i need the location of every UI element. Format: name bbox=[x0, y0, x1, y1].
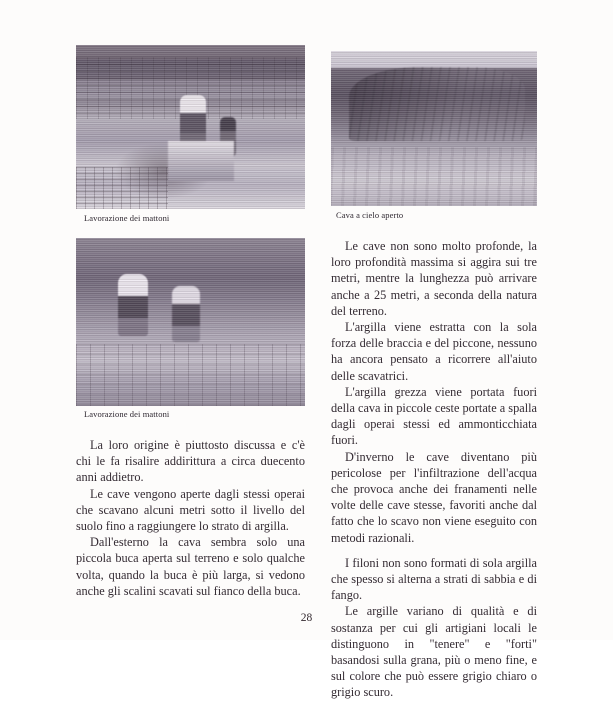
figure-caption: Lavorazione dei mattoni bbox=[84, 409, 170, 419]
page-number: 28 bbox=[300, 612, 313, 624]
body-text-left-column bbox=[76, 437, 305, 599]
figure-caption: Lavorazione dei mattoni bbox=[84, 213, 170, 223]
paragraph: Le cave non sono molto profonde, la loro profondità massima si aggira sui tre metri, mentre la lunghezza può arrivare anche a 25 metri, a seconda della natura del terreno. bbox=[331, 239, 537, 318]
paragraph: La loro origine è piuttosto discussa e c'è chi le fa risalire addirittura a circa duecento anni addietro. bbox=[76, 438, 305, 485]
paragraph: L'argilla viene estratta con la sola forza delle braccia e del piccone, nessuno ha ancora pensato a ricorrere all'aiuto delle scavatrici. bbox=[331, 320, 537, 383]
photo-brick-making bbox=[76, 238, 305, 406]
photo-grain bbox=[76, 45, 305, 209]
paragraph-spacer bbox=[331, 546, 537, 555]
body-text-right-column bbox=[331, 238, 537, 701]
paragraph: Le argille variano di qualità e di sostanza per cui gli artigiani locali le distinguono in "tenere" e "forti" basandosi sulla grana, più o meno fine, e sul colore che può essere grigio chiaro o grigio scuro. bbox=[331, 604, 537, 700]
paragraph: L'argilla grezza viene portata fuori della cava in piccole ceste portate a spalla dagli operai stessi ed ammonticchiata fuori. bbox=[331, 384, 537, 448]
photo-kiln-workers bbox=[76, 45, 305, 209]
paragraph: Dall'esterno la cava sembra solo una piccola buca aperta sul terreno e solo qualche volta, quando la buca è più larga, si vedono anche gli scalini scavati sul fianco della buca. bbox=[76, 535, 305, 598]
photo-open-quarry bbox=[331, 51, 537, 206]
figure-caption: Cava a cielo aperto bbox=[336, 210, 404, 220]
photo-grain bbox=[331, 51, 537, 206]
paragraph: I filoni non sono formati di sola argilla che spesso si alterna a strati di sabbia e di fango. bbox=[331, 555, 537, 603]
paragraph: D'inverno le cave diventano più pericolose per l'infiltrazione dell'acqua che provoca anche dei franamenti nelle volte delle cave stesse, favoriti anche dal fatto che lo scavo non viene eseguito con metodi razionali. bbox=[331, 449, 537, 545]
photo-grain bbox=[76, 238, 305, 406]
paragraph: Le cave vengono aperte dagli stessi operai che scavano alcuni metri sotto il livello del suolo fino a raggiungere lo strato di argilla. bbox=[76, 486, 305, 534]
